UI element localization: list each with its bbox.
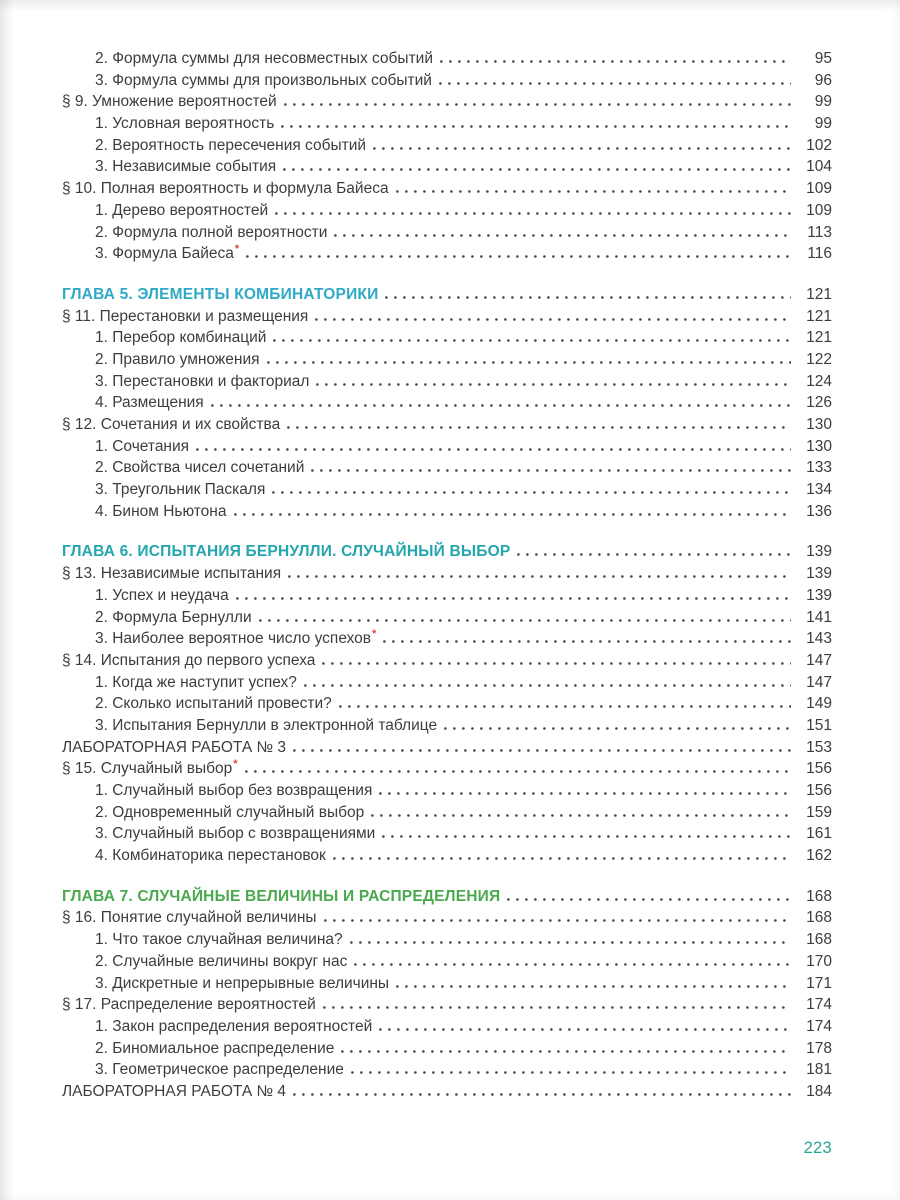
toc-entry-page: 151 [806, 716, 832, 734]
footnote-star-icon: * [372, 628, 377, 641]
toc-entry-page: 174 [806, 1017, 832, 1035]
toc-entry-page: 139 [806, 565, 832, 583]
toc-entry-label: 1. Успех и неудача [95, 586, 229, 604]
dot-leader [315, 309, 791, 321]
toc-entry-label: 2. Вероятность пересечения событий [95, 136, 367, 154]
toc-entry-label: ЛАБОРАТОРНАЯ РАБОТА № 4 [62, 1082, 287, 1100]
toc-entry-label: § 9. Умножение вероятностей [62, 93, 277, 111]
toc-entry [62, 802, 832, 824]
toc-entry-label: 1. Случайный выбор без возвращения [95, 782, 373, 799]
toc-entry-page: 99 [814, 93, 832, 111]
toc-entry-label: § 10. Полная вероятность и формула Байеса [62, 180, 389, 198]
toc-entry [62, 135, 832, 157]
dot-leader [354, 954, 791, 966]
toc-entry [62, 907, 832, 929]
toc-entry-page: 109 [806, 180, 832, 198]
toc-entry [62, 845, 832, 867]
dot-leader [341, 1041, 791, 1053]
toc-entry-page: 116 [807, 245, 832, 263]
toc-entry [62, 715, 832, 737]
dot-leader [334, 225, 791, 237]
toc-entry [62, 243, 832, 265]
toc-entry-page: 153 [806, 738, 832, 756]
dot-leader [273, 330, 791, 342]
toc-entry-label: 3. Треугольник Паскаля [95, 481, 266, 499]
toc-entry-label: 3. Испытания Бернулли в электронной таблице [95, 716, 438, 734]
toc-entry [62, 672, 832, 694]
toc-entry-page: 130 [806, 437, 832, 455]
toc-list [62, 48, 832, 1103]
toc-entry-label: 4. Комбинаторика перестановок [95, 847, 326, 865]
toc-entry-label: 1. Закон распределения вероятностей [95, 1017, 373, 1035]
toc-entry-page: 134 [806, 481, 832, 499]
toc-entry-page: 130 [806, 416, 832, 433]
dot-leader [385, 287, 791, 299]
toc-entry-page: 161 [806, 825, 832, 843]
dot-leader [293, 740, 791, 752]
toc-entry-label: § 16. Понятие случайной величины [62, 909, 317, 927]
toc-entry-page: 156 [806, 760, 832, 778]
toc-entry [62, 222, 832, 244]
toc-entry [62, 306, 832, 328]
toc-entry-page: 156 [806, 782, 832, 799]
dot-leader [333, 848, 791, 860]
toc-entry-label: 1. Когда же наступит успех? [95, 673, 297, 691]
dot-leader [304, 675, 791, 687]
toc-entry [62, 457, 832, 479]
toc-entry [62, 91, 832, 113]
footnote-star-icon: * [234, 243, 240, 256]
dot-leader [373, 138, 791, 150]
toc-entry [62, 650, 832, 672]
toc-entry [62, 1038, 832, 1060]
toc-entry-label: 2. Правило умножения [95, 350, 260, 368]
toc-entry-page: 171 [806, 974, 832, 992]
toc-entry-page: 143 [806, 630, 832, 648]
toc-entry [62, 436, 832, 458]
toc-entry-label: § 11. Перестановки и размещения [62, 307, 309, 325]
toc-entry [62, 1016, 832, 1038]
dot-leader [507, 889, 791, 901]
toc-entry [62, 371, 832, 393]
dot-leader [259, 610, 791, 622]
dot-leader [196, 439, 791, 451]
toc-entry [62, 1059, 832, 1081]
toc-entry-label: ГЛАВА 7. СЛУЧАЙНЫЕ ВЕЛИЧИНЫ И РАСПРЕДЕЛЕНИЯ [62, 887, 501, 905]
toc-entry [62, 737, 832, 759]
toc-entry-page: 159 [806, 803, 832, 821]
toc-entry [62, 973, 832, 995]
toc-entry-label: 2. Одновременный случайный выбор [95, 803, 365, 821]
toc-entry-page: 109 [806, 201, 832, 219]
dot-leader [323, 997, 791, 1009]
toc-entry-label: 2. Свойства чисел сочетаний [95, 459, 305, 477]
toc-entry-page: 168 [806, 931, 832, 949]
toc-entry-page: 121 [806, 285, 832, 303]
toc-entry-label: ГЛАВА 5. ЭЛЕМЕНТЫ КОМБИНАТОРИКИ [62, 285, 379, 303]
toc-entry [62, 414, 832, 436]
toc-entry [62, 113, 832, 135]
dot-leader [275, 203, 791, 215]
toc-entry-page: 168 [806, 909, 832, 927]
dot-leader [396, 181, 791, 193]
toc-entry-page: 181 [806, 1061, 832, 1079]
toc-entry-page: 96 [814, 71, 832, 89]
dot-leader [283, 159, 791, 171]
toc-entry-page: 141 [806, 608, 832, 626]
toc-entry [62, 1081, 832, 1103]
toc-entry-page: 147 [806, 651, 832, 669]
toc-entry [62, 349, 832, 371]
toc-entry-page: 99 [814, 115, 832, 133]
toc-entry-page: 184 [806, 1082, 832, 1100]
dot-leader [316, 374, 791, 386]
toc-entry-page: 95 [814, 50, 832, 67]
toc-entry-label: 1. Дерево вероятностей [95, 201, 269, 219]
dot-leader [444, 718, 791, 730]
toc-entry-label: 3. Наиболее вероятное число успехов* [95, 628, 377, 648]
toc-entry-page: 124 [806, 372, 832, 390]
toc-entry [62, 628, 832, 650]
toc-entry-label: § 12. Сочетания и их свойства [62, 416, 281, 433]
toc-entry [62, 70, 832, 92]
dot-leader [350, 932, 791, 944]
dot-leader [311, 460, 791, 472]
toc-entry-page: 162 [806, 847, 832, 865]
toc-entry-page: 122 [806, 350, 832, 368]
toc-entry [62, 541, 832, 563]
toc-entry-label: § 14. Испытания до первого успеха [62, 651, 316, 669]
toc-entry-label: § 15. Случайный выбор* [62, 758, 238, 778]
toc-entry [62, 886, 832, 908]
toc-entry-page: 121 [806, 329, 832, 347]
toc-entry-page: 149 [806, 695, 832, 713]
dot-leader [246, 246, 791, 258]
dot-leader [293, 1084, 791, 1096]
dot-leader [284, 94, 791, 106]
dot-leader [234, 504, 792, 516]
dot-leader [245, 761, 791, 773]
page-number-footer: 223 [803, 1139, 832, 1157]
dot-leader [236, 588, 791, 600]
dot-leader [281, 116, 791, 128]
dot-leader [371, 805, 791, 817]
toc-entry [62, 178, 832, 200]
toc-entry-label: 2. Случайные величины вокруг нас [95, 952, 348, 970]
toc-entry-label: 2. Биномиальное распределение [95, 1039, 335, 1057]
dot-leader [288, 566, 791, 578]
toc-entry [62, 585, 832, 607]
toc-entry [62, 607, 832, 629]
toc-entry-page: 174 [806, 996, 832, 1014]
dot-leader [272, 482, 791, 494]
dot-leader [379, 1019, 791, 1031]
toc-entry-label: 2. Сколько испытаний провести? [95, 695, 332, 713]
dot-leader [322, 653, 791, 665]
toc-entry [62, 563, 832, 585]
toc-entry-label: 4. Размещения [95, 394, 204, 412]
toc-entry-label: 3. Формула Байеса* [95, 243, 240, 263]
toc-entry-label: 2. Формула Бернулли [95, 608, 252, 626]
toc-entry-label: 2. Формула полной вероятности [95, 223, 328, 241]
toc-entry-label: 3. Геометрическое распределение [95, 1061, 344, 1079]
toc-entry-label: § 17. Распределение вероятностей [62, 996, 316, 1014]
toc-entry-page: 136 [806, 502, 832, 520]
toc-entry [62, 48, 832, 70]
footnote-star-icon: * [233, 758, 238, 771]
toc-entry [62, 693, 832, 715]
toc-entry [62, 758, 832, 780]
toc-entry [62, 200, 832, 222]
toc-entry-label: § 13. Независимые испытания [62, 565, 282, 583]
toc-entry-label: 3. Перестановки и факториал [95, 372, 310, 390]
toc-entry [62, 951, 832, 973]
toc-entry-page: 113 [807, 223, 832, 241]
toc-entry [62, 929, 832, 951]
toc-entry-label: 1. Условная вероятность [95, 115, 275, 133]
toc-entry-page: 168 [806, 887, 832, 905]
toc-entry-label: 2. Формула суммы для несовместных событий [95, 50, 433, 67]
toc-entry-page: 104 [806, 158, 832, 176]
toc-entry-page: 126 [806, 394, 832, 412]
dot-leader [379, 783, 791, 795]
toc-entry-label: 1. Что такое случайная величина? [95, 931, 343, 949]
toc-entry-page: 178 [806, 1039, 832, 1057]
toc-entry-label: ГЛАВА 6. ИСПЫТАНИЯ БЕРНУЛЛИ. СЛУЧАЙНЫЙ ВЫБОР [62, 543, 511, 561]
toc-entry-page: 139 [806, 586, 832, 604]
toc-entry-label: 4. Бином Ньютона [95, 502, 227, 520]
dot-leader [439, 73, 791, 85]
toc-entry [62, 823, 832, 845]
toc-entry [62, 392, 832, 414]
toc-entry [62, 284, 832, 306]
toc-entry-label: 3. Дискретные и непрерывные величины [95, 974, 390, 992]
dot-leader [211, 395, 791, 407]
toc-entry-page: 139 [806, 543, 832, 561]
toc-entry-page: 170 [806, 952, 832, 970]
dot-leader [287, 417, 791, 429]
dot-leader [382, 826, 791, 838]
toc-entry [62, 327, 832, 349]
toc-entry-page: 147 [806, 673, 832, 691]
toc-entry-label: ЛАБОРАТОРНАЯ РАБОТА № 3 [62, 738, 287, 756]
dot-leader [351, 1062, 791, 1074]
toc-entry [62, 501, 832, 523]
toc-entry-page: 121 [806, 307, 832, 325]
dot-leader [396, 976, 791, 988]
toc-entry [62, 780, 832, 802]
dot-leader [267, 352, 792, 364]
toc-entry-label: 3. Формула суммы для произвольных событий [95, 71, 432, 89]
toc-entry-page: 133 [806, 459, 832, 477]
toc-entry [62, 479, 832, 501]
dot-leader [339, 696, 791, 708]
toc-entry-label: 1. Сочетания [95, 437, 190, 455]
dot-leader [383, 631, 791, 643]
dot-leader [517, 544, 791, 556]
toc-entry [62, 156, 832, 178]
dot-leader [324, 910, 791, 922]
toc-entry-label: 1. Перебор комбинаций [95, 329, 267, 347]
toc-entry-label: 3. Случайный выбор с возвращениями [95, 825, 376, 843]
dot-leader [440, 51, 791, 63]
toc-entry-page: 102 [806, 136, 832, 154]
toc-entry [62, 994, 832, 1016]
toc-entry-label: 3. Независимые события [95, 158, 277, 176]
